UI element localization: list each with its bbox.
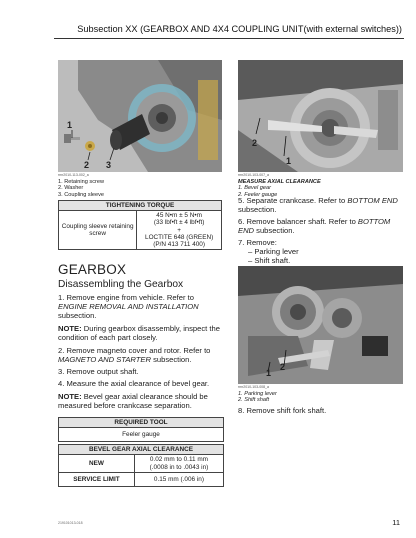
gearbox-procedure [58, 293, 224, 410]
step-4 [58, 379, 224, 388]
note-text: Bevel gear axial clearance should be measured before crankcase separation. [58, 392, 208, 410]
step-number: 3. [58, 367, 65, 376]
table-header: BEVEL GEAR AXIAL CLEARANCE [59, 445, 224, 455]
subsection-link[interactable]: BOTTOM END [347, 196, 398, 205]
callout-2: 2 [280, 362, 286, 372]
step-number: 1. [58, 293, 65, 302]
figure-code: rmr2010-113-002_a [58, 173, 89, 177]
caption-line: 1. Bevel gear [238, 185, 271, 192]
step-number: 5. [238, 196, 245, 205]
note-2 [58, 392, 224, 410]
document-code: 219101013-018 [58, 521, 83, 525]
caption-line: 1. Parking lever [238, 391, 277, 397]
step-text: subsection. [238, 205, 277, 214]
table-header: REQUIRED TOOL [59, 418, 224, 428]
subsection-link[interactable]: ENGINE REMOVAL AND INSTALLATION [58, 302, 199, 311]
step-text: Remove balancer shaft. Refer to [246, 217, 358, 226]
required-tool-table [58, 417, 224, 442]
value-line: 45 N•m ± 5 N•m [156, 212, 202, 219]
value-line: (P/N 413 711 400) [153, 241, 205, 249]
note-label: NOTE: [58, 392, 82, 401]
callout-1: 1 [286, 156, 292, 166]
step-7 [238, 238, 403, 247]
figure-code: rmr2010-103-008_a [238, 385, 269, 389]
step-text: Remove engine from vehicle. Refer to [66, 293, 194, 302]
step-3 [58, 367, 224, 376]
figure-caption [58, 179, 104, 198]
figure-code: rmr2010-103-007_a [238, 173, 269, 177]
step-5 [238, 196, 403, 214]
note-label: NOTE: [58, 324, 82, 333]
page-number: 11 [392, 518, 400, 527]
step-text: Remove: [246, 238, 277, 247]
bevel-gear-clearance-table [58, 444, 224, 487]
figure-caption [238, 391, 277, 404]
table-row [59, 473, 224, 487]
callout-2: 2 [84, 160, 90, 170]
callout-1: 1 [266, 368, 272, 378]
note-1 [58, 324, 224, 342]
value-line: LOCTITE 648 (GREEN) [145, 233, 214, 241]
value-line: (33 lbf•ft ± 4 lbf•ft) [153, 219, 205, 227]
caption-line: 3. Coupling sleeve [58, 191, 105, 198]
value-line: (.0008 in to .0043 in) [149, 463, 209, 471]
table-cell-value [137, 211, 222, 250]
step-8-line [238, 406, 403, 415]
step-text: Measure the axial clearance of bevel gear. [66, 379, 210, 388]
row-label: SERVICE LIMIT [59, 473, 135, 487]
row-value [134, 473, 223, 487]
step-text: subsection. [150, 355, 192, 364]
parking-lever-photo [238, 266, 403, 384]
value-line: + [177, 226, 181, 234]
value-line: 0.02 mm to 0.11 mm [149, 456, 209, 463]
callout-3: 3 [106, 160, 112, 170]
subsection-link[interactable]: MAGNETO AND STARTER [58, 355, 151, 364]
header-rule [54, 38, 404, 39]
step-text: Remove shift fork shaft. [246, 406, 327, 415]
row-value [134, 455, 223, 473]
step-text: Remove output shaft. [66, 367, 139, 376]
coupling-sleeve-photo [58, 60, 222, 172]
step-2 [58, 346, 224, 364]
step-1 [58, 293, 224, 320]
step-number: 4. [58, 379, 65, 388]
table-cell-item: Coupling sleeve retaining screw [59, 211, 137, 250]
list-item: – Parking lever [248, 247, 299, 256]
crankcase-procedure [238, 196, 403, 265]
step-number: 8. [238, 406, 245, 415]
caption-line: 2. Shift shaft [238, 397, 270, 404]
step-text: Separate crankcase. Refer to [246, 196, 348, 205]
step-text: subsection. [58, 311, 97, 320]
caption-line: 1. Retaining screw [58, 179, 105, 185]
table-row [59, 455, 224, 473]
step-number: 6. [238, 217, 245, 226]
table-cell-item: Feeler gauge [59, 428, 224, 442]
step-text: Remove magneto cover and rotor. Refer to [66, 346, 211, 355]
value-line: 0.15 mm (.006 in) [153, 476, 204, 484]
caption-title: MEASURE AXIAL CLEARANCE [238, 179, 321, 185]
subsection-link[interactable]: BOTTOM END [238, 217, 391, 235]
axial-clearance-photo [238, 60, 403, 172]
subsection-heading: Disassembling the Gearbox [58, 279, 184, 290]
step-text: subsection. [254, 226, 295, 235]
step-8 [238, 406, 403, 415]
callout-2: 2 [252, 138, 258, 148]
note-text: During gearbox disassembly, inspect the condition of each part closely. [58, 324, 220, 342]
step-6 [238, 217, 403, 235]
row-label: NEW [59, 455, 135, 473]
page-header-title: Subsection XX (GEARBOX AND 4X4 COUPLING UNIT(with external switches)) [77, 24, 402, 34]
table-header: TIGHTENING TORQUE [59, 201, 222, 211]
step-number: 7. [238, 238, 245, 247]
section-heading: GEARBOX [58, 262, 127, 277]
caption-line: 2. Washer [58, 185, 84, 192]
caption-line: 2. Feeler gauge [238, 191, 278, 198]
step-number: 2. [58, 346, 65, 355]
tightening-torque-table [58, 200, 222, 250]
list-item: – Shift shaft. [248, 256, 291, 265]
callout-1: 1 [67, 120, 73, 130]
